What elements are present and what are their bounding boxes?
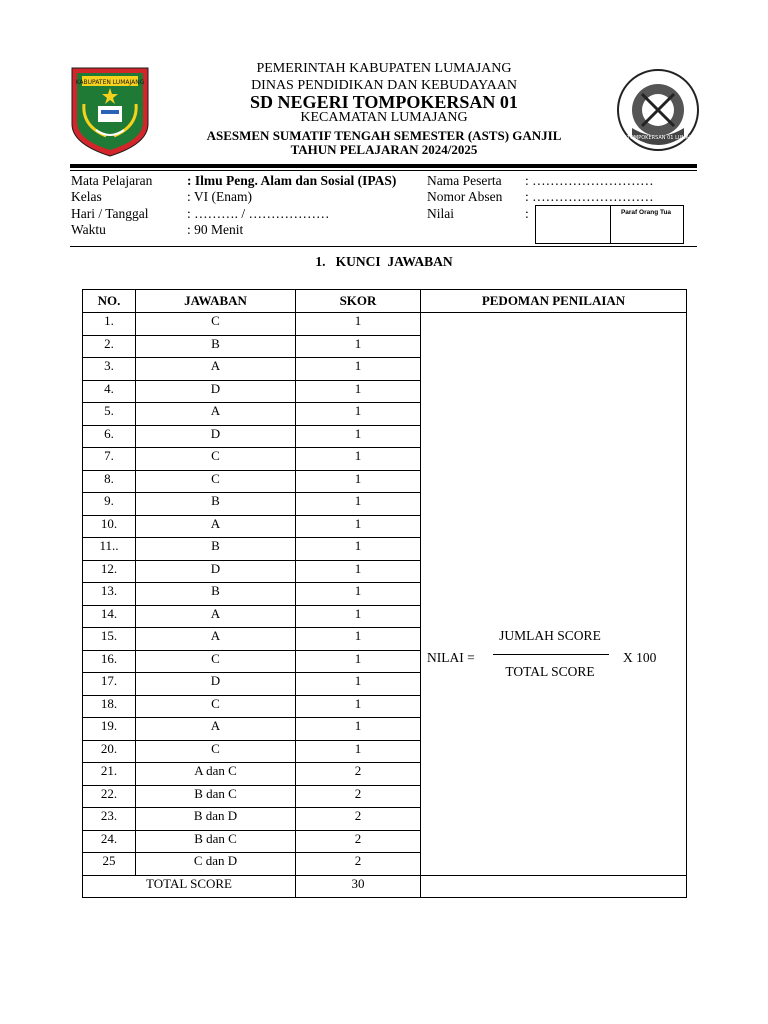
cell-no: 9. <box>83 493 136 516</box>
section-title: 1. KUNCI JAWABAN <box>315 254 453 269</box>
cell-no: 19. <box>83 718 136 741</box>
cell-no: 15. <box>83 628 136 651</box>
cell-skor: 1 <box>296 493 421 516</box>
cell-no: 22. <box>83 785 136 808</box>
class-value: : VI (Enam) <box>187 189 252 204</box>
header-divider <box>70 164 697 168</box>
cell-jawaban: C <box>136 695 296 718</box>
svg-text:KABUPATEN LUMAJANG: KABUPATEN LUMAJANG <box>75 79 145 86</box>
cell-no: 18. <box>83 695 136 718</box>
cell-jawaban: B dan C <box>136 830 296 853</box>
cell-jawaban: B dan D <box>136 808 296 831</box>
cell-jawaban: C <box>136 470 296 493</box>
cell-no: 23. <box>83 808 136 831</box>
cell-no: 14. <box>83 605 136 628</box>
cell-skor: 1 <box>296 718 421 741</box>
cell-skor: 1 <box>296 538 421 561</box>
cell-jawaban: C <box>136 650 296 673</box>
answer-key-table <box>82 289 687 898</box>
cell-no: 24. <box>83 830 136 853</box>
cell-no: 12. <box>83 560 136 583</box>
cell-jawaban: D <box>136 560 296 583</box>
cell-jawaban: C <box>136 448 296 471</box>
subject-value: : Ilmu Peng. Alam dan Sosial (IPAS) <box>187 173 397 188</box>
subject-label: Mata Pelajaran <box>71 173 153 188</box>
absen-label: Nomor Absen <box>427 189 503 204</box>
cell-skor: 2 <box>296 830 421 853</box>
absen-value: : ……………………… <box>525 189 654 204</box>
answer-rows <box>83 313 687 876</box>
cell-jawaban: B <box>136 538 296 561</box>
cell-skor: 2 <box>296 808 421 831</box>
cell-skor: 1 <box>296 628 421 651</box>
header-pedoman: PEDOMAN PENILAIAN <box>421 290 687 313</box>
cell-skor: 1 <box>296 695 421 718</box>
cell-no: 13. <box>83 583 136 606</box>
header-skor: SKOR <box>296 290 421 313</box>
cell-skor: 2 <box>296 785 421 808</box>
cell-no: 25 <box>83 853 136 876</box>
exam-title: ASESMEN SUMATIF TENGAH SEMESTER (ASTS) GANJIL <box>206 128 562 143</box>
cell-no: 7. <box>83 448 136 471</box>
time-label: Waktu <box>71 222 106 237</box>
district-name: KECAMATAN LUMAJANG <box>300 110 468 125</box>
cell-skor: 2 <box>296 853 421 876</box>
cell-skor: 1 <box>296 358 421 381</box>
cell-no: 17. <box>83 673 136 696</box>
pedoman-cell <box>421 313 687 876</box>
header-no: NO. <box>83 290 136 313</box>
header-line-2: DINAS PENDIDIKAN DAN KEBUDAYAAN <box>251 78 517 93</box>
cell-no: 5. <box>83 403 136 426</box>
cell-jawaban: A <box>136 628 296 651</box>
cell-jawaban: D <box>136 425 296 448</box>
cell-no: 4. <box>83 380 136 403</box>
time-value: : 90 Menit <box>187 222 244 237</box>
header-divider-thin <box>70 170 697 171</box>
formula-multiplier: X 100 <box>623 650 657 665</box>
cell-skor: 1 <box>296 673 421 696</box>
nilai-colon: : <box>525 206 529 221</box>
school-year: TAHUN PELAJARAN 2024/2025 <box>290 142 478 157</box>
cell-no: 21. <box>83 763 136 786</box>
cell-no: 10. <box>83 515 136 538</box>
paraf-label: Paraf Orang Tua <box>620 209 672 216</box>
cell-no: 11.. <box>83 538 136 561</box>
date-value: : ………. / ……………… <box>187 206 330 221</box>
formula-prefix: NILAI = <box>427 650 475 665</box>
cell-skor: 1 <box>296 380 421 403</box>
cell-skor: 1 <box>296 403 421 426</box>
cell-jawaban: A dan C <box>136 763 296 786</box>
class-label: Kelas <box>71 189 102 204</box>
cell-jawaban: B <box>136 583 296 606</box>
cell-skor: 1 <box>296 605 421 628</box>
cell-no: 3. <box>83 358 136 381</box>
cell-skor: 1 <box>296 448 421 471</box>
formula-denominator: TOTAL SCORE <box>505 664 595 679</box>
cell-jawaban: C dan D <box>136 853 296 876</box>
cell-jawaban: B <box>136 335 296 358</box>
date-label: Hari / Tanggal <box>71 206 149 221</box>
cell-jawaban: B dan C <box>136 785 296 808</box>
paraf-box[interactable] <box>609 205 684 244</box>
cell-jawaban: D <box>136 673 296 696</box>
scoring-formula <box>421 628 686 688</box>
cell-skor: 1 <box>296 740 421 763</box>
cell-skor: 1 <box>296 425 421 448</box>
cell-jawaban: C <box>136 313 296 336</box>
cell-skor: 1 <box>296 313 421 336</box>
cell-skor: 1 <box>296 560 421 583</box>
nilai-label: Nilai <box>427 206 454 221</box>
cell-skor: 2 <box>296 763 421 786</box>
cell-jawaban: D <box>136 380 296 403</box>
header-jawaban: JAWABAN <box>136 290 296 313</box>
cell-no: 20. <box>83 740 136 763</box>
total-empty <box>421 875 687 898</box>
cell-no: 6. <box>83 425 136 448</box>
formula-fraction-line <box>493 654 609 655</box>
total-value: 30 <box>296 875 421 898</box>
nilai-box[interactable] <box>535 205 611 244</box>
total-label: TOTAL SCORE <box>83 875 296 898</box>
cell-jawaban: A <box>136 718 296 741</box>
cell-no: 1. <box>83 313 136 336</box>
name-value: : ……………………… <box>525 173 654 188</box>
cell-skor: 1 <box>296 470 421 493</box>
cell-skor: 1 <box>296 583 421 606</box>
total-row <box>83 875 687 898</box>
cell-jawaban: B <box>136 493 296 516</box>
cell-skor: 1 <box>296 515 421 538</box>
school-name: SD NEGERI TOMPOKERSAN 01 <box>250 92 518 112</box>
cell-jawaban: C <box>136 740 296 763</box>
cell-no: 16. <box>83 650 136 673</box>
info-divider <box>70 246 697 247</box>
cell-no: 2. <box>83 335 136 358</box>
cell-jawaban: A <box>136 403 296 426</box>
cell-skor: 1 <box>296 335 421 358</box>
cell-jawaban: A <box>136 605 296 628</box>
header-line-1: PEMERINTAH KABUPATEN LUMAJANG <box>256 61 512 76</box>
cell-skor: 1 <box>296 650 421 673</box>
name-label: Nama Peserta <box>427 173 502 188</box>
cell-jawaban: A <box>136 515 296 538</box>
formula-numerator: JUMLAH SCORE <box>499 628 601 643</box>
cell-jawaban: A <box>136 358 296 381</box>
table-row <box>83 313 687 336</box>
cell-no: 8. <box>83 470 136 493</box>
svg-text:SDN TOMPOKERSAN 01 LUMAJANG: SDN TOMPOKERSAN 01 LUMAJANG <box>614 135 702 141</box>
